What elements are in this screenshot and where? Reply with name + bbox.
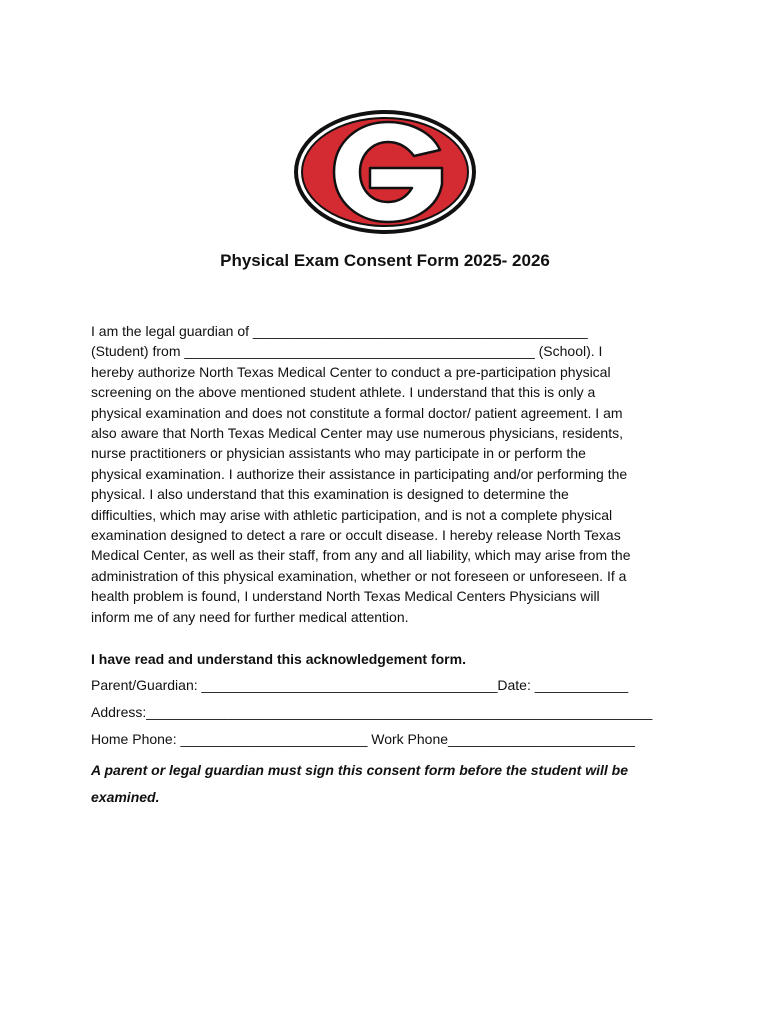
- consent-line: nurse practitioners or physician assistants who may participate in or perform the: [91, 445, 586, 462]
- consent-line: I am the legal guardian of ___________________________________________: [91, 323, 588, 339]
- consent-line: also aware that North Texas Medical Center may use numerous physicians, residents,: [91, 425, 623, 442]
- form-title: Physical Exam Consent Form 2025- 2026: [220, 251, 550, 270]
- g-letter-shape: [334, 122, 442, 222]
- signature-notice: A parent or legal guardian must sign this consent form before the student will be examined.: [91, 762, 628, 805]
- consent-line: difficulties, which may arise with athletic participation, and is not a complete physical: [91, 506, 613, 523]
- consent-line: physical. I also understand that this examination is designed to determine the: [91, 486, 569, 503]
- consent-line: inform me of any need for further medical attention.: [91, 608, 409, 625]
- consent-paragraph: [91, 321, 691, 627]
- g-logo: [292, 108, 478, 236]
- consent-line: (Student) from _____________________________________________ (School). I: [91, 343, 603, 360]
- consent-line: health problem is found, I understand North Texas Medical Centers Physicians will: [91, 588, 600, 605]
- consent-line: physical examination and does not constitute a formal doctor/ patient agreement. I am: [91, 404, 623, 421]
- consent-line: examination designed to detect a rare or occult disease. I hereby release North Texas: [91, 527, 621, 544]
- acknowledgement-heading: I have read and understand this acknowledgement form.: [91, 651, 466, 667]
- phone-fields[interactable]: Home Phone: ________________________ Work Phone________________________: [91, 731, 635, 747]
- parent-guardian-date-field[interactable]: Parent/Guardian: ______________________________________Date: ____________: [91, 677, 629, 693]
- consent-line: administration of this physical examination, whether or not foreseen or unforeseen. If a: [91, 567, 627, 584]
- consent-line: Medical Center, as well as their staff, from any and all liability, which may arise from the: [91, 547, 631, 564]
- consent-line: physical examination. I authorize their assistance in participating and/or performing the: [91, 465, 628, 482]
- address-field[interactable]: Address:_________________________________________________________________: [91, 704, 653, 720]
- consent-line: hereby authorize North Texas Medical Center to conduct a pre-participation physical: [91, 363, 611, 380]
- consent-line: screening on the above mentioned student athlete. I understand that this is only a: [91, 384, 596, 401]
